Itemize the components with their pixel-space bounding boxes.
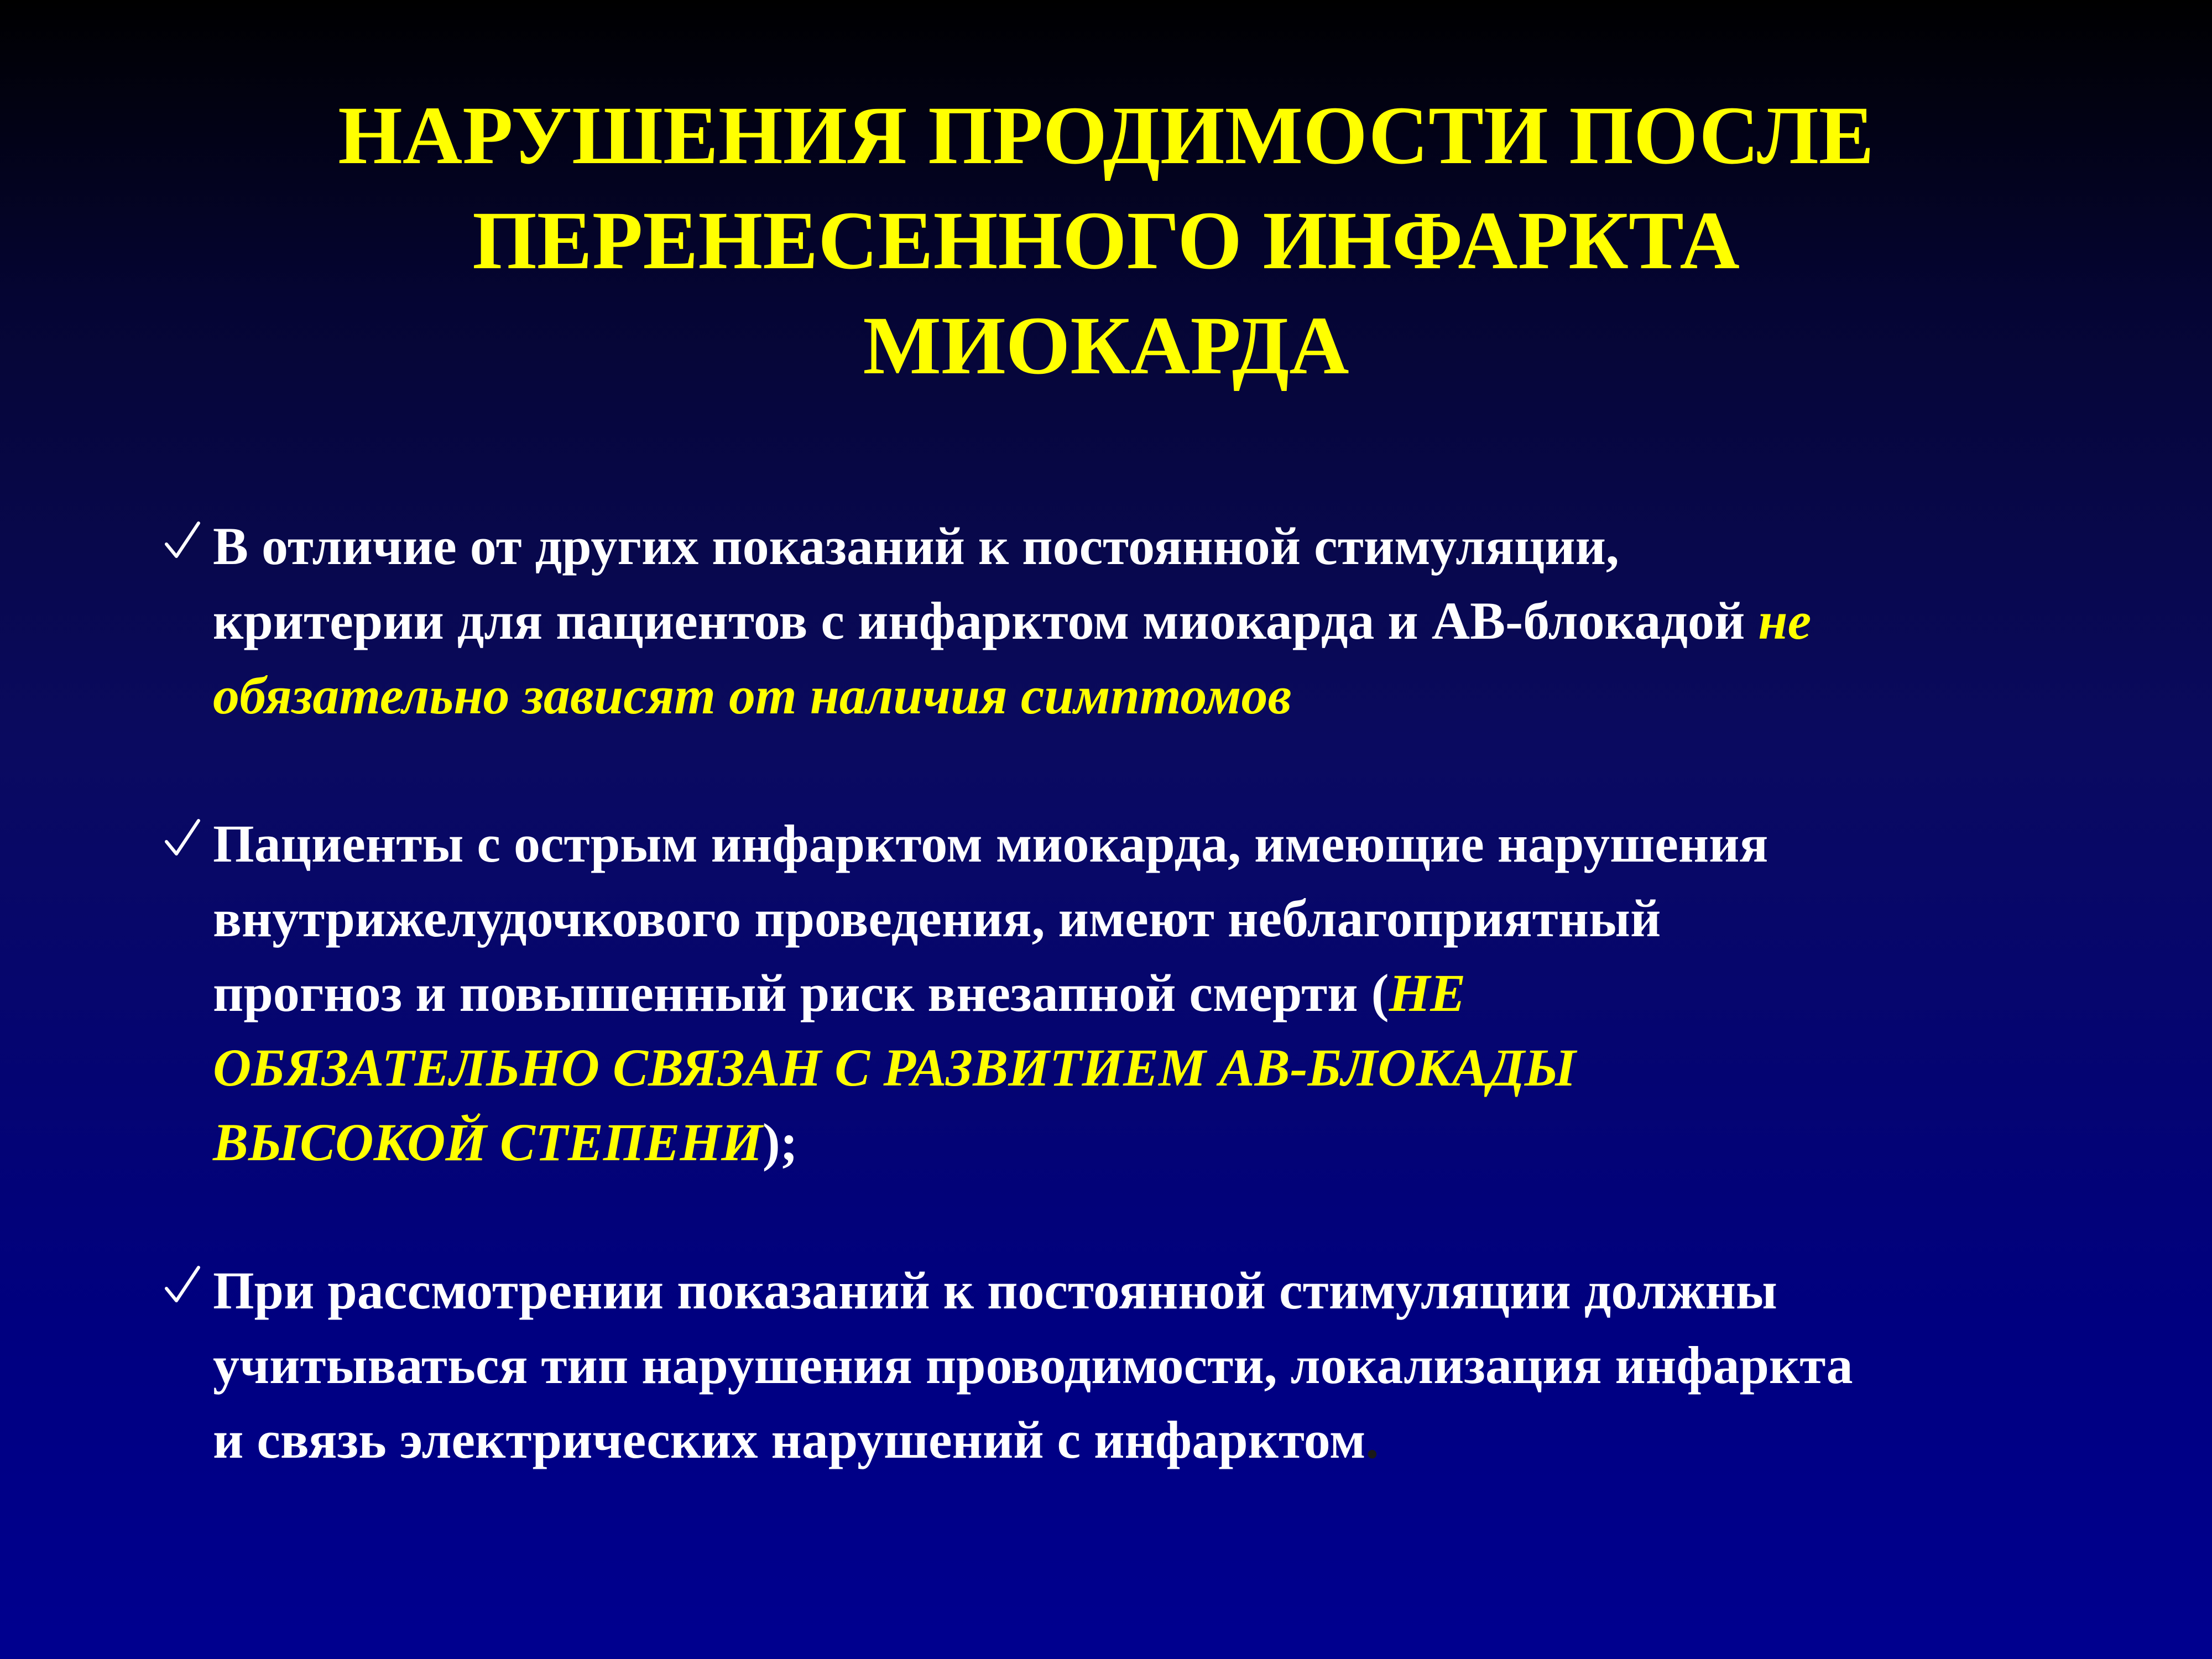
bullet-text: внутрижелудочкового проведения, имеют неблагоприятный <box>213 889 1661 948</box>
bullet-text: В отличие от других показаний к постоянной стимуляции, <box>213 517 1619 576</box>
bullet-item-1 <box>163 509 2132 733</box>
bullet-text-plain: прогноз и повышенный риск внезапной смерти ( <box>213 963 1389 1022</box>
title-line: НАРУШЕНИЯ ПРОДИМОСТИ ПОСЛЕ <box>338 90 1874 181</box>
bullet-text-plain: ); <box>762 1113 798 1172</box>
bullet-text-plain: и связь электрических нарушений с инфарктом <box>213 1410 1366 1469</box>
bullet-text: Пациенты с острым инфарктом миокарда, имеющие нарушения <box>213 814 1768 873</box>
bullet-highlight: ОБЯЗАТЕЛЬНО СВЯЗАН С РАЗВИТИЕМ АВ-БЛОКАДЫ <box>213 1038 1576 1097</box>
bullet-text <box>213 956 2132 1030</box>
bullet-text <box>213 1105 2132 1180</box>
title-line: ПЕРЕНЕСЕННОГО ИНФАРКТА <box>472 195 1740 286</box>
bullet-highlight: ВЫСОКОЙ СТЕПЕНИ <box>213 1113 763 1172</box>
bullet-text <box>213 583 2132 658</box>
bullet-highlight: обязательно зависят от наличия симптомов <box>213 666 1292 725</box>
bullet-item-2 <box>163 806 2132 1180</box>
bullet-list <box>163 509 2132 1477</box>
bullet-text: При рассмотрении показаний к постоянной стимуляции должны <box>213 1261 1777 1320</box>
slide-title <box>0 83 2212 398</box>
title-line: МИОКАРДА <box>863 300 1349 392</box>
bullet-text: учитываться тип нарушения проводимости, локализация инфаркта <box>213 1335 1853 1395</box>
bullet-text-plain: критерии для пациентов с инфарктом миокарда и АВ-блокадой <box>213 591 1759 650</box>
bullet-highlight: НЕ <box>1389 963 1466 1022</box>
bullet-end-mark: . <box>1365 1410 1379 1469</box>
checkmark-icon <box>163 1263 202 1307</box>
checkmark-icon <box>163 816 202 860</box>
bullet-highlight: не <box>1758 591 1812 650</box>
bullet-item-3 <box>163 1253 2132 1477</box>
bullet-text <box>213 1402 2132 1477</box>
checkmark-icon <box>163 519 202 563</box>
